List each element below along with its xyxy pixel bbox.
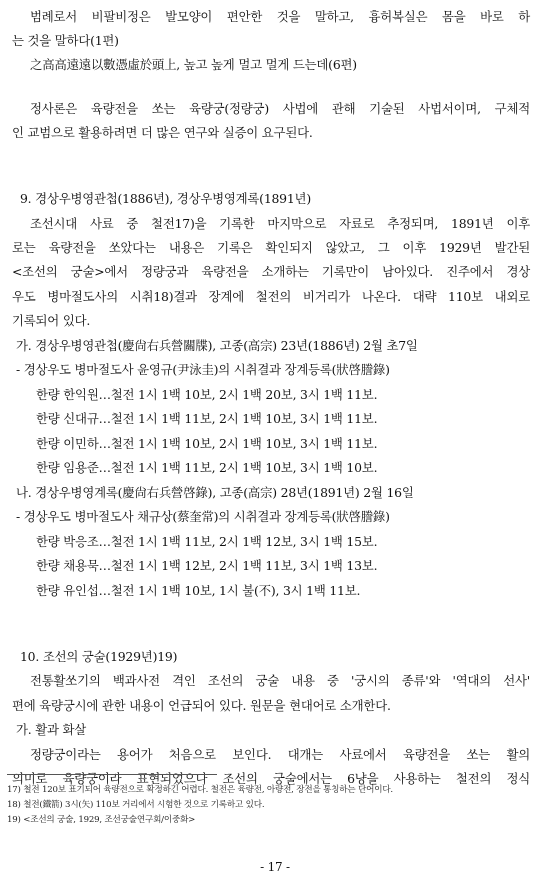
body-text-line: - 경상우도 병마절도사 윤영규(尹泳圭)의 시취결과 장계등록(狀啓謄錄) (16, 362, 390, 377)
body-text-line: 편에 육량궁시에 관한 내용이 언급되어 있다. 원문을 현대어로 소개한다. (12, 698, 391, 713)
body-text-line: 가. 활과 화살 (16, 722, 87, 737)
page-number: - 17 - (260, 860, 290, 874)
body-text-line: 한량 이민하…철전 1시 1백 10보, 2시 1백 10보, 3시 1백 11보. (36, 436, 378, 451)
body-text-line: 한량 한익원…철전 1시 1백 10보, 2시 1백 20보, 3시 1백 11보. (36, 387, 378, 402)
body-text-line: 정사론은 육량전을 쏘는 육량궁(정량궁) 사법에 관해 기술된 사법서이며, 구체적 (30, 101, 530, 116)
body-text-line: 가. 경상우병영관첩(慶尙右兵營關牒), 고종(高宗) 23년(1886년) 2월 초7일 (16, 338, 418, 353)
body-text-line: 기록되어 있다. (12, 313, 91, 328)
body-text-line: 한량 신대규…철전 1시 1백 11보, 2시 1백 10보, 3시 1백 11보. (36, 411, 378, 426)
body-text-line: 한량 유인섭…철전 1시 1백 10보, 1시 불(不), 3시 1백 11보. (36, 583, 361, 598)
body-text-line: - 경상우도 병마절도사 채규상(蔡奎常)의 시취결과 장계등록(狀啓謄錄) (16, 509, 390, 524)
body-text-line: 10. 조선의 궁술(1929년)19) (20, 649, 178, 664)
body-text-line: 조선시대 사료 중 철전17)을 기록한 마지막으로 자료로 추정되며, 1891년 이후 (30, 216, 530, 231)
body-text-line: 나. 경상우병영계록(慶尙右兵營啓錄), 고종(高宗) 28년(1891년) 2월 16일 (16, 485, 414, 500)
body-text-line: 의미로 육량궁이라 표현되었으나 조선의 궁술에서는 6냥을 사용하는 철전의 정식 (12, 771, 530, 786)
body-text-line: 로는 육량전을 쏘았다는 내용은 기록은 확인되지 않았고, 그 이후 1929년 발간된 (12, 240, 530, 255)
body-text-line: 우도 병마절도사의 시취18)결과 장계에 철전의 비거리가 나온다. 대략 110보 내외로 (12, 289, 530, 304)
body-text-line: <조선의 궁술>에서 정량궁과 육량전을 소개하는 기록만이 남아있다. 진주에서 경상 (12, 264, 530, 279)
body-text-line: 한량 임용준…철전 1시 1백 11보, 2시 1백 10보, 3시 1백 10보. (36, 460, 378, 475)
body-text-line: 범례로서 비팔비정은 발모양이 편안한 것을 말하고, 흉허복실은 몸을 바로 하 (30, 9, 530, 24)
body-text-line: 전통활쏘기의 백과사전 격인 조선의 궁술 내용 중 '궁시의 종류'와 '역대의 선사' (30, 673, 530, 688)
body-text-line: 한량 박응조…철전 1시 1백 11보, 2시 1백 12보, 3시 1백 15보. (36, 534, 378, 549)
body-text-line: 之高高遠遠以數憑虛於頭上, 높고 높게 멀고 멀게 드는데(6편) (30, 57, 357, 72)
body-text-line: 9. 경상우병영관첩(1886년), 경상우병영계록(1891년) (20, 191, 311, 206)
body-text-line: 인 교범으로 활용하려면 더 많은 연구와 실증이 요구된다. (12, 125, 313, 140)
footnote-divider (7, 774, 217, 775)
body-text-line: 는 것을 말하다(1편) (12, 33, 119, 48)
body-text-line: 한량 채용묵…철전 1시 1백 12보, 2시 1백 11보, 3시 1백 13보. (36, 558, 378, 573)
body-text-line: 정량궁이라는 용어가 처음으로 보인다. 대개는 사료에서 육량전을 쏘는 활의 (30, 747, 530, 762)
footnote: 17) 철전 120보 표기되어 육량전으로 확정하긴 어렵다. 철전은 육량전, 아량전, 장전을 통칭하는 단어이다. (7, 785, 393, 795)
footnote: 19) <조선의 궁술, 1929, 조선궁술연구회/이중화> (7, 815, 196, 825)
footnote: 18) 철전(鐵箭) 3시(矢) 110보 거리에서 시험한 것으로 기록하고 있다. (7, 800, 265, 810)
